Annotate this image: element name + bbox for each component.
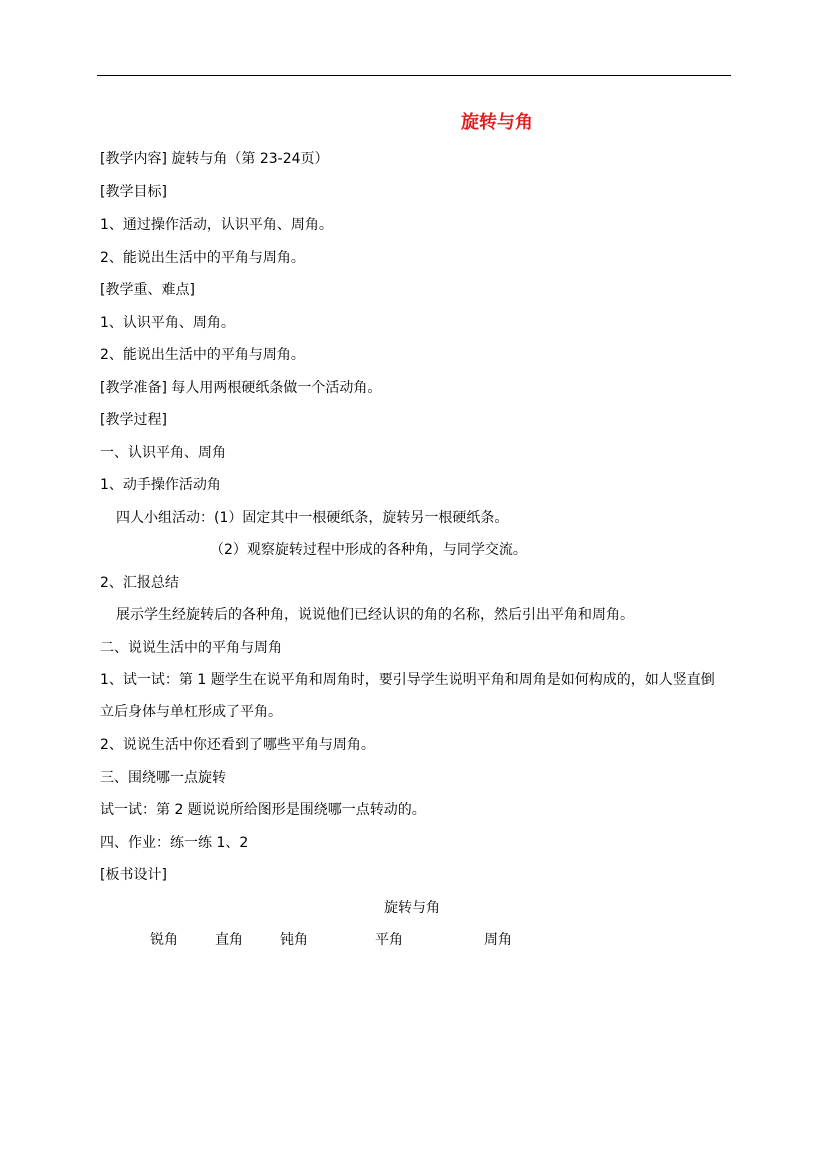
board-item-full-angle: 周角 — [484, 932, 512, 948]
document-title: 旋转与角 — [461, 112, 533, 133]
board-item-obtuse-angle: 钝角 — [280, 932, 308, 948]
process-heading: [教学过程] — [100, 412, 167, 428]
group-activity-line-1: 四人小组活动：(1）固定其中一根硬纸条，旋转另一根硬纸条。 — [116, 510, 509, 526]
key-point-item-2: 2、能说出生活中的平角与周角。 — [100, 347, 305, 363]
section-1-step-2: 2、汇报总结 — [100, 575, 179, 591]
section-2-item-1-line-1: 1、试一试：第 1 题学生在说平角和周角时，要引导学生说明平角和周角是如何构成的，如人竖直倒 — [100, 672, 715, 688]
group-activity-line-2: （2）观察旋转过程中形成的各种角，与同学交流。 — [210, 542, 527, 558]
board-title: 旋转与角 — [384, 900, 440, 916]
board-item-acute-angle: 锐角 — [150, 932, 178, 948]
section-2-item-2: 2、说说生活中你还看到了哪些平角与周角。 — [100, 737, 375, 753]
section-2-heading: 二、说说生活中的平角与周角 — [100, 640, 282, 656]
board-item-right-angle: 直角 — [215, 932, 243, 948]
section-1-step-1: 1、动手操作活动角 — [100, 477, 221, 493]
goal-item-1: 1、通过操作活动，认识平角、周角。 — [100, 217, 333, 233]
header-rule — [97, 75, 731, 76]
board-design-heading: [板书设计] — [100, 867, 167, 883]
key-points-heading: [教学重、难点] — [100, 282, 195, 298]
section-2-item-1-line-2: 立后身体与单杠形成了平角。 — [100, 704, 282, 720]
section-3-try-line: 试一试：第 2 题说说所给图形是围绕哪一点转动的。 — [100, 802, 426, 818]
preparation-line: [教学准备] 每人用两根硬纸条做一个活动角。 — [100, 380, 382, 396]
board-item-straight-angle: 平角 — [375, 932, 403, 948]
key-point-item-1: 1、认识平角、周角。 — [100, 315, 235, 331]
homework-line: 四、作业：练一练 1、2 — [100, 835, 249, 851]
section-3-heading: 三、围绕哪一点旋转 — [100, 770, 226, 786]
summary-line: 展示学生经旋转后的各种角，说说他们已经认识的角的名称，然后引出平角和周角。 — [116, 607, 634, 623]
goal-item-2: 2、能说出生活中的平角与周角。 — [100, 250, 305, 266]
section-1-heading: 一、认识平角、周角 — [100, 445, 226, 461]
teaching-goals-heading: [教学目标] — [100, 184, 167, 200]
teaching-content-line: [教学内容] 旋转与角（第 23-24页） — [100, 151, 329, 167]
